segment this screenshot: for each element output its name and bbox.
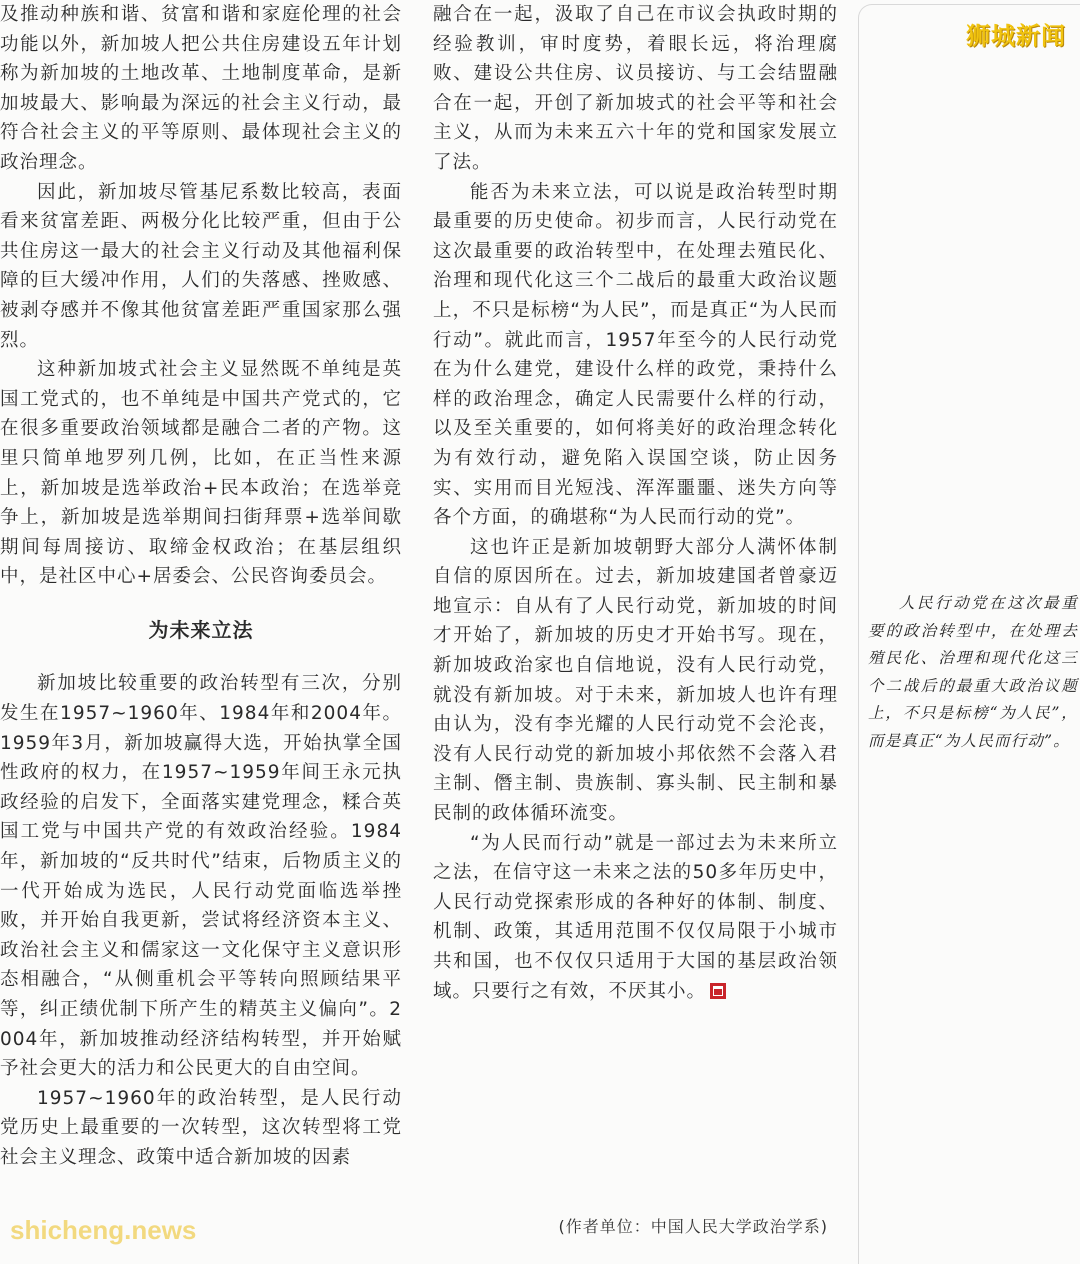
watermark: shicheng.news — [10, 1215, 197, 1245]
closing-paragraph-text: “为人民而行动”就是一部过去为未来所立之法，在信守这一未来之法的50多年历史中，人民行动党探索形成的各种好的体制、制度、机制、政策，其适用范围不仅仅局限于小城市共和国，也不仅仅只适用于大国的基层政治领域。只要行之有效，不厌其小。 — [433, 832, 838, 1002]
section-heading: 为未来立法 — [148, 617, 254, 642]
end-of-article-icon — [710, 983, 726, 999]
body-paragraph: 因此，新加坡尽管基尼系数比较高，表面看来贫富差距、两极分化比较严重，但由于公共住房这一最大的社会主义行动及其他福利保障的巨大缓冲作用，人们的失落感、挫败感、被剥夺感并不像其他贫富差距严重国家那么强烈。 — [0, 181, 402, 351]
pull-quote: 人民行动党在这次最重要的政治转型中，在处理去殖民化、治理和现代化这三个二战后的最重大政治议题上，不只是标榜“为人民”，而是真正“为人民而行动”。 — [868, 594, 1078, 750]
left-column — [0, 0, 402, 1173]
body-paragraph: 这也许正是新加坡朝野大部分人满怀体制自信的原因所在。过去，新加坡建国者曾豪迈地宣示：自从有了人民行动党，新加坡的时间才开始了，新加坡的历史才开始书写。现在，新加坡政治家也自信地说，没有人民行动党，就没有新加坡。对于未来，新加坡人也许有理由认为，没有李光耀的人民行动党不会沦丧，没有人民行动党的新加坡小邦依然不会落入君主制、僭主制、贵族制、寡头制、民主制和暴民制的政体循环流变。 — [433, 536, 838, 825]
body-paragraph: 及推动种族和谐、贫富和谐和家庭伦理的社会功能以外，新加坡人把公共住房建设五年计划称为新加坡的土地改革、土地制度革命，是新加坡最大、影响最为深远的社会主义行动，最符合社会主义的平等原则、最体现社会主义的政治理念。 — [0, 4, 402, 173]
body-paragraph: 新加坡比较重要的政治转型有三次，分别发生在1957~1960年、1984年和2004年。1959年3月，新加坡赢得大选，开始执掌全国性政府的权力，在1957~1959年间王永元执政经验的启发下，全面落实建党理念，糅合英国工党与中国共产党的有效政治经验。1984年，新加坡的“反共时代”结束，后物质主义的一代开始成为选民，人民行动党面临选举挫败，并开始自我更新，尝试将经济资本主义、政治社会主义和儒家这一文化保守主义意识形态相融合，“从侧重机会平等转向照顾结果平等，纠正绩优制下所产生的精英主义偏向”。2004年，新加坡推动经济结构转型，并开始赋予社会更大的活力和公民更大的自由空间。 — [0, 673, 402, 1080]
brand-logo: 狮城新闻 — [966, 22, 1066, 50]
body-paragraph: 1957~1960年的政治转型，是人民行动党历史上最重要的一次转型，这次转型将工党社会主义理念、政策中适合新加坡的因素 — [0, 1087, 402, 1168]
middle-column — [433, 0, 838, 1006]
body-paragraph: 融合在一起，汲取了自己在市议会执政时期的经验教训，审时度势，着眼长远，将治理腐败、建设公共住房、议员接访、与工会结盟融合在一起，开创了新加坡式的社会平等和社会主义，从而为未来五六十年的党和国家发展立了法。 — [433, 4, 838, 173]
body-paragraph: 这种新加坡式社会主义显然既不单纯是英国工党式的，也不单纯是中国共产党式的，它在很多重要政治领域都是融合二者的产物。这里只简单地罗列几例，比如，在正当性来源上，新加坡是选举政治+民本政治；在选举竞争上，新加坡是选举期间扫街拜票+选举间歇期间每周接访、取缔金权政治；在基层组织中，是社区中心+居委会、公民咨询委员会。 — [0, 359, 402, 588]
body-paragraph — [433, 829, 838, 1007]
author-affiliation: (作者单位：中国人民大学政治学系) — [558, 1217, 828, 1236]
body-paragraph: 能否为未来立法，可以说是政治转型时期最重要的历史使命。初步而言，人民行动党在这次最重要的政治转型中，在处理去殖民化、治理和现代化这三个二战后的最重大政治议题上，不只是标榜“为人民”，而是真正“为人民而行动”。就此而言，1957年至今的人民行动党在为什么建党，建设什么样的政党，秉持什么样的政治理念，确定人民需要什么样的行动，以及至关重要的，如何将美好的政治理念转化为有效行动，避免陷入误国空谈，防止因务实、实用而目光短浅、浑浑噩噩、迷失方向等各个方面，的确堪称“为人民而行动的党”。 — [433, 181, 838, 529]
